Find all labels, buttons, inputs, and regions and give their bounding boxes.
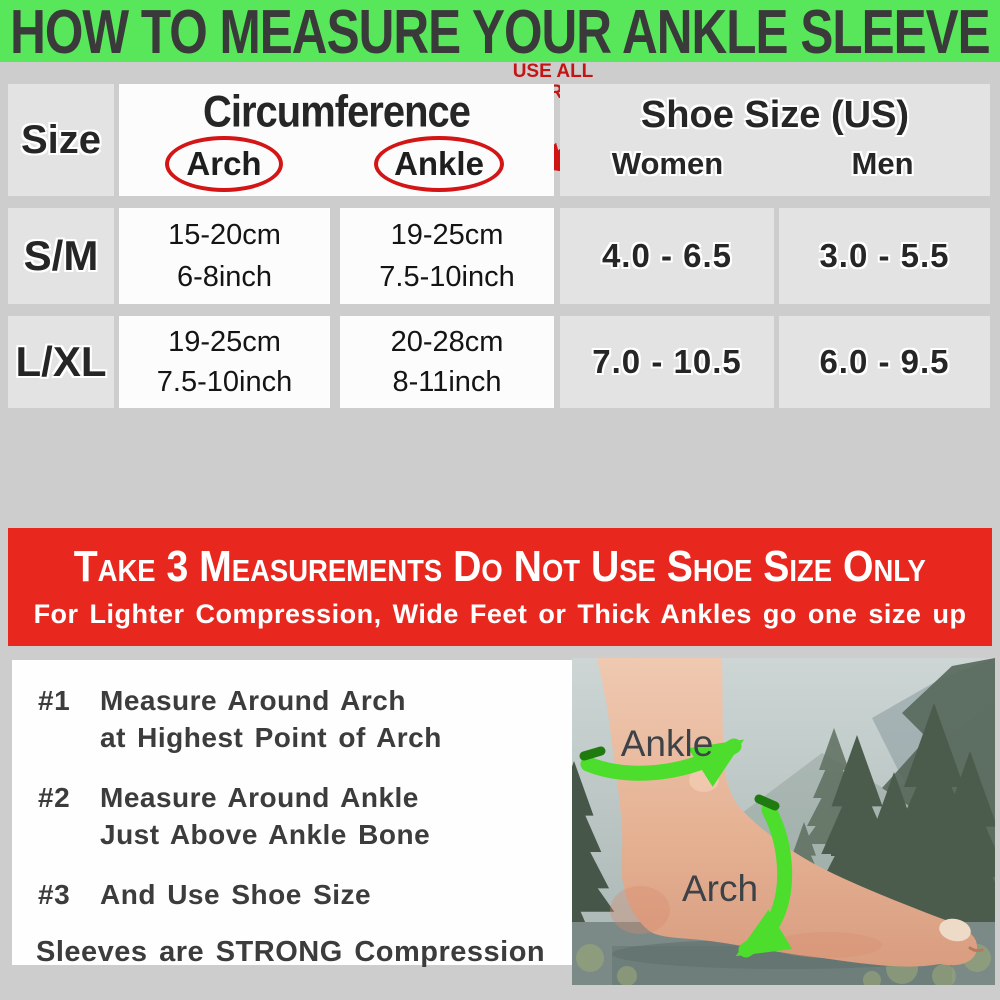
table-row-lxl-arch <box>119 316 330 408</box>
arch-cm-value: 19-25cm <box>168 325 281 358</box>
table-row-sm-men: 3.0 - 5.5 <box>779 208 990 304</box>
ankle-photo-label: Ankle <box>620 723 714 764</box>
table-row-sm-arch <box>119 208 330 304</box>
size-column-header: Size <box>8 84 114 196</box>
ball-blush <box>772 932 882 958</box>
table-row-lxl-size: L/XL <box>8 316 114 408</box>
warning-banner <box>8 528 992 646</box>
step-text: Measure Around Arch <box>100 685 406 716</box>
title-banner <box>0 0 1000 66</box>
step-text-cont: at Highest Point of Arch <box>100 722 442 753</box>
instructions-panel <box>12 660 572 968</box>
step-text: Measure Around Ankle <box>100 782 419 813</box>
arch-cm-value: 15-20cm <box>168 218 281 251</box>
use-all-note: USE ALL <box>512 61 594 82</box>
warning-subline: For Lighter Compression, Wide Feet or Thick Ankles go one size up <box>33 598 967 629</box>
circumference-label: Circumference <box>202 86 471 137</box>
arch-label: Arch <box>186 145 262 182</box>
compression-note: Sleeves are STRONG Compression <box>36 936 546 968</box>
arch-inch-value: 7.5-10inch <box>156 365 293 398</box>
ankle-tape-end-icon <box>584 751 601 756</box>
arch-circled-label <box>165 136 283 192</box>
table-row-lxl-ankle <box>340 316 554 408</box>
step-2 <box>38 779 572 853</box>
ankle-cm-value: 19-25cm <box>390 218 504 251</box>
arch-photo-label: Arch <box>681 868 759 909</box>
arch-tape-end-icon <box>759 799 775 806</box>
arch-inch-value: 6-8inch <box>176 260 273 293</box>
step-number: #3 <box>38 879 71 910</box>
page-title: HOW TO MEASURE YOUR ANKLE SLEEVE <box>10 0 990 66</box>
step-3 <box>38 876 572 913</box>
step-number: #1 <box>38 685 71 716</box>
table-row-sm-ankle <box>340 208 554 304</box>
table-row-sm-women: 4.0 - 6.5 <box>560 208 774 304</box>
ankle-label: Ankle <box>394 145 484 182</box>
ankle-inch-value: 8-11inch <box>392 365 502 398</box>
step-text-cont: Just Above Ankle Bone <box>100 819 431 850</box>
step-number: #2 <box>38 782 71 813</box>
circumference-header-cell <box>119 84 554 196</box>
shoe-size-header-cell <box>560 84 990 196</box>
heel-blush <box>610 886 670 934</box>
table-row-sm-size: S/M <box>8 208 114 304</box>
shoe-size-label: Shoe Size (US) <box>640 94 910 136</box>
ankle-inch-value: 7.5-10inch <box>379 260 515 293</box>
ankle-cm-value: 20-28cm <box>390 325 504 358</box>
step-1 <box>38 682 572 756</box>
foot-photo-illustration <box>572 658 995 985</box>
foot-photo <box>572 658 995 985</box>
ankle-circled-label <box>374 136 504 192</box>
women-column-header: Women <box>611 146 724 181</box>
table-row-lxl-women: 7.0 - 10.5 <box>560 316 774 408</box>
step-text: And Use Shoe Size <box>100 879 372 910</box>
men-column-header: Men <box>851 146 914 181</box>
table-row-lxl-men: 6.0 - 9.5 <box>779 316 990 408</box>
warning-headline: Take 3 Measurements Do Not Use Shoe Size Only <box>73 542 927 591</box>
